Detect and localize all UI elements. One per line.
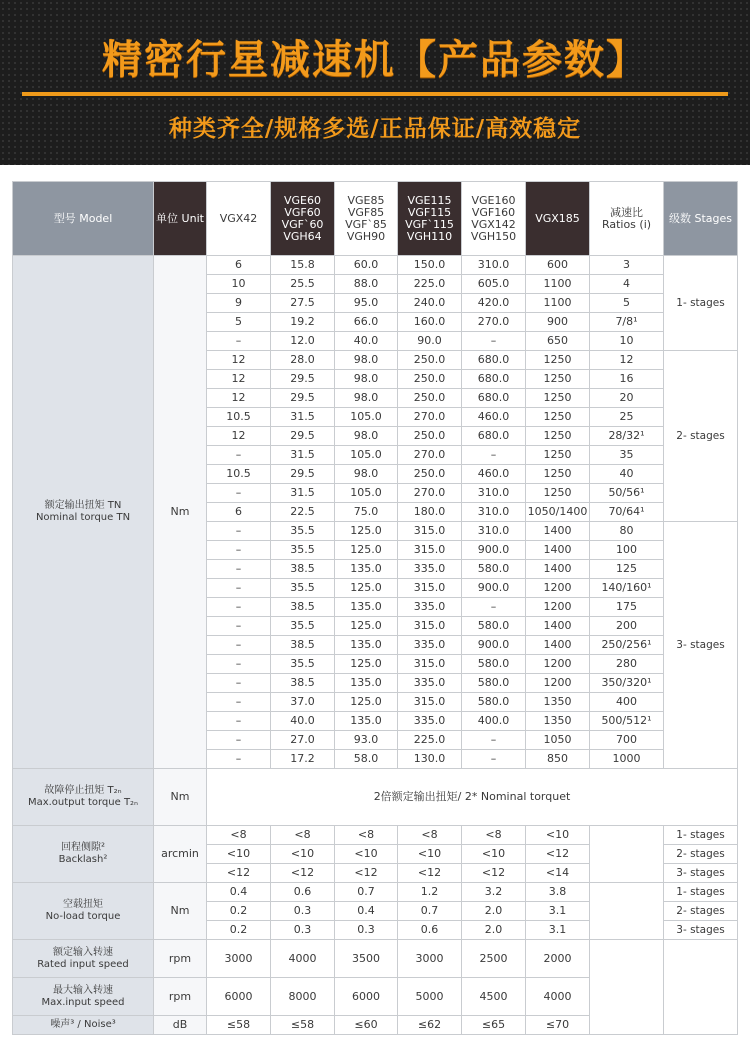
torque-cell: – (207, 731, 271, 750)
torque-cell: 22.5 (271, 503, 335, 522)
ratio-cell: 200 (590, 617, 664, 636)
table-row (13, 883, 738, 902)
torque-cell: 335.0 (398, 674, 462, 693)
noload-torque-cell: 3.1 (526, 902, 590, 921)
torque-cell: 605.0 (462, 275, 526, 294)
header-col-115: VGE115 VGF115 VGF`115 VGH110 (398, 182, 462, 256)
torque-cell: 135.0 (335, 674, 398, 693)
rated-input-speed-cell: 2000 (526, 940, 590, 978)
backlash-cell: <12 (526, 845, 590, 864)
torque-cell: 98.0 (335, 370, 398, 389)
torque-cell: 35.5 (271, 655, 335, 674)
backlash-cell: <10 (526, 826, 590, 845)
nominal-torque-label: 额定输出扭矩 TN Nominal torque TN (13, 256, 154, 769)
torque-cell: 29.5 (271, 389, 335, 408)
torque-cell: 12 (207, 370, 271, 389)
torque-cell: 60.0 (335, 256, 398, 275)
ratio-cell: 20 (590, 389, 664, 408)
torque-cell: 38.5 (271, 674, 335, 693)
torque-cell: 1100 (526, 275, 590, 294)
torque-cell: 88.0 (335, 275, 398, 294)
torque-cell: 460.0 (462, 465, 526, 484)
header-col-160: VGE160 VGF160 VGX142 VGH150 (462, 182, 526, 256)
torque-cell: – (207, 446, 271, 465)
torque-cell: 315.0 (398, 522, 462, 541)
torque-cell: – (207, 750, 271, 769)
torque-cell: 680.0 (462, 427, 526, 446)
torque-cell: 900.0 (462, 579, 526, 598)
torque-cell: 10.5 (207, 465, 271, 484)
stage-label: 2- stages (664, 351, 738, 522)
stage-label: 1- stages (664, 256, 738, 351)
backlash-cell: <12 (207, 864, 271, 883)
torque-cell: 310.0 (462, 256, 526, 275)
torque-cell: – (207, 674, 271, 693)
header-col-85: VGE85 VGF85 VGF`85 VGH90 (335, 182, 398, 256)
torque-cell: 1400 (526, 617, 590, 636)
header-unit: 单位 Unit (154, 182, 207, 256)
header-col-60: VGE60 VGF60 VGF`60 VGH64 (271, 182, 335, 256)
stage-label: 3- stages (664, 522, 738, 769)
torque-cell: 5 (207, 313, 271, 332)
banner-subtitle: 种类齐全/规格多选/正品保证/高效稳定 (168, 116, 582, 142)
torque-cell: 225.0 (398, 731, 462, 750)
torque-cell: 1400 (526, 522, 590, 541)
ratio-cell: 10 (590, 332, 664, 351)
torque-cell: 310.0 (462, 503, 526, 522)
torque-cell: 900.0 (462, 636, 526, 655)
ratio-cell: 40 (590, 465, 664, 484)
torque-cell: – (207, 560, 271, 579)
torque-cell: 1250 (526, 389, 590, 408)
torque-cell: 105.0 (335, 484, 398, 503)
noise-unit: dB (154, 1016, 207, 1035)
banner-title: 精密行星减速机【产品参数】 (102, 37, 648, 83)
max-input-speed-cell: 6000 (207, 978, 271, 1016)
noload-torque-cell: 3.2 (462, 883, 526, 902)
torque-cell: 125.0 (335, 579, 398, 598)
torque-cell: 1400 (526, 541, 590, 560)
torque-cell: 1250 (526, 427, 590, 446)
torque-cell: 270.0 (462, 313, 526, 332)
torque-cell: 98.0 (335, 389, 398, 408)
torque-cell: 315.0 (398, 617, 462, 636)
torque-cell: 17.2 (271, 750, 335, 769)
ratio-cell: 25 (590, 408, 664, 427)
stage-label: 2- stages (664, 845, 738, 864)
torque-cell: 66.0 (335, 313, 398, 332)
torque-cell: 250.0 (398, 427, 462, 446)
torque-cell: – (207, 541, 271, 560)
torque-cell: 680.0 (462, 370, 526, 389)
noise-label: 噪声³ / Noise³ (13, 1016, 154, 1035)
noload-torque-cell: 2.0 (462, 902, 526, 921)
rated-input-speed-cell: 3000 (398, 940, 462, 978)
torque-cell: 460.0 (462, 408, 526, 427)
noload-torque-cell: 0.2 (207, 921, 271, 940)
torque-cell: 35.5 (271, 522, 335, 541)
noload-torque-cell: 0.6 (271, 883, 335, 902)
torque-cell: 315.0 (398, 693, 462, 712)
torque-cell: 1250 (526, 351, 590, 370)
ratio-cell: 50/56¹ (590, 484, 664, 503)
torque-cell: – (462, 446, 526, 465)
backlash-cell: <8 (398, 826, 462, 845)
header-col-vgx185: VGX185 (526, 182, 590, 256)
noise-cell: ≤58 (207, 1016, 271, 1035)
torque-cell: 680.0 (462, 389, 526, 408)
torque-cell: 28.0 (271, 351, 335, 370)
noload-torque-cell: 0.2 (207, 902, 271, 921)
backlash-cell: <8 (462, 826, 526, 845)
ratio-cell: 7/8¹ (590, 313, 664, 332)
torque-cell: 12 (207, 351, 271, 370)
torque-cell: 1100 (526, 294, 590, 313)
backlash-cell: <8 (207, 826, 271, 845)
torque-cell: 1350 (526, 712, 590, 731)
torque-cell: – (207, 579, 271, 598)
torque-cell: 1400 (526, 560, 590, 579)
torque-cell: – (462, 750, 526, 769)
torque-cell: 9 (207, 294, 271, 313)
backlash-cell: <10 (271, 845, 335, 864)
empty-cell (590, 883, 664, 940)
backlash-unit: arcmin (154, 826, 207, 883)
torque-cell: 38.5 (271, 636, 335, 655)
backlash-cell: <8 (271, 826, 335, 845)
backlash-cell: <12 (398, 864, 462, 883)
torque-cell: 315.0 (398, 541, 462, 560)
spec-table-body (13, 256, 738, 1035)
torque-cell: 580.0 (462, 693, 526, 712)
ratio-cell: 350/320¹ (590, 674, 664, 693)
torque-cell: 98.0 (335, 351, 398, 370)
ratio-cell: 140/160¹ (590, 579, 664, 598)
backlash-cell: <12 (462, 864, 526, 883)
torque-cell: 310.0 (462, 522, 526, 541)
torque-cell: – (462, 731, 526, 750)
torque-cell: 37.0 (271, 693, 335, 712)
torque-cell: 225.0 (398, 275, 462, 294)
torque-cell: – (462, 332, 526, 351)
backlash-cell: <10 (207, 845, 271, 864)
header-row (13, 182, 738, 256)
torque-cell: 10 (207, 275, 271, 294)
max-input-speed-cell: 4000 (526, 978, 590, 1016)
torque-cell: 400.0 (462, 712, 526, 731)
ratio-cell: 70/64¹ (590, 503, 664, 522)
noload-torque-cell: 1.2 (398, 883, 462, 902)
torque-cell: 315.0 (398, 655, 462, 674)
torque-cell: – (207, 598, 271, 617)
torque-cell: 31.5 (271, 408, 335, 427)
max-output-torque-unit: Nm (154, 769, 207, 826)
noload-torque-cell: 0.4 (207, 883, 271, 902)
torque-cell: – (207, 693, 271, 712)
torque-cell: 38.5 (271, 560, 335, 579)
noload-torque-cell: 0.3 (335, 921, 398, 940)
torque-cell: 29.5 (271, 465, 335, 484)
torque-cell: 1250 (526, 370, 590, 389)
empty-cell (664, 940, 738, 1035)
ratio-cell: 28/32¹ (590, 427, 664, 446)
torque-cell: 93.0 (335, 731, 398, 750)
torque-cell: – (207, 655, 271, 674)
torque-cell: 98.0 (335, 427, 398, 446)
torque-cell: 650 (526, 332, 590, 351)
torque-cell: 160.0 (398, 313, 462, 332)
torque-cell: – (207, 617, 271, 636)
torque-cell: 29.5 (271, 427, 335, 446)
ratio-cell: 175 (590, 598, 664, 617)
torque-cell: 105.0 (335, 446, 398, 465)
torque-cell: – (207, 636, 271, 655)
torque-cell: 335.0 (398, 598, 462, 617)
torque-cell: 125.0 (335, 541, 398, 560)
torque-cell: 27.5 (271, 294, 335, 313)
stage-label: 1- stages (664, 826, 738, 845)
noload-torque-unit: Nm (154, 883, 207, 940)
torque-cell: 12 (207, 427, 271, 446)
noload-torque-cell: 0.4 (335, 902, 398, 921)
torque-cell: 250.0 (398, 370, 462, 389)
torque-cell: 420.0 (462, 294, 526, 313)
backlash-cell: <10 (335, 845, 398, 864)
max-input-speed-cell: 5000 (398, 978, 462, 1016)
torque-cell: 125.0 (335, 522, 398, 541)
torque-cell: 1050 (526, 731, 590, 750)
torque-cell: 315.0 (398, 579, 462, 598)
torque-cell: 40.0 (335, 332, 398, 351)
torque-cell: 35.5 (271, 541, 335, 560)
torque-cell: 15.8 (271, 256, 335, 275)
ratio-cell: 80 (590, 522, 664, 541)
max-input-speed-cell: 4500 (462, 978, 526, 1016)
ratio-cell: 16 (590, 370, 664, 389)
torque-cell: 1250 (526, 484, 590, 503)
torque-cell: 1200 (526, 579, 590, 598)
rated-input-speed-unit: rpm (154, 940, 207, 978)
stage-label: 3- stages (664, 864, 738, 883)
torque-cell: 125.0 (335, 655, 398, 674)
torque-cell: 310.0 (462, 484, 526, 503)
table-row (13, 940, 738, 978)
backlash-cell: <12 (271, 864, 335, 883)
torque-cell: 270.0 (398, 446, 462, 465)
noload-torque-cell: 0.7 (335, 883, 398, 902)
ratio-cell: 280 (590, 655, 664, 674)
backlash-cell: <12 (335, 864, 398, 883)
rated-input-speed-label: 额定输入转速 Rated input speed (13, 940, 154, 978)
max-input-speed-cell: 8000 (271, 978, 335, 1016)
noise-cell: ≤70 (526, 1016, 590, 1035)
torque-cell: 1050/1400 (526, 503, 590, 522)
torque-cell: 135.0 (335, 636, 398, 655)
ratio-cell: 35 (590, 446, 664, 465)
torque-cell: 19.2 (271, 313, 335, 332)
torque-cell: 125.0 (335, 617, 398, 636)
torque-cell: 125.0 (335, 693, 398, 712)
torque-cell: 900 (526, 313, 590, 332)
max-input-speed-unit: rpm (154, 978, 207, 1016)
noload-torque-cell: 3.8 (526, 883, 590, 902)
torque-cell: 1200 (526, 655, 590, 674)
noise-cell: ≤60 (335, 1016, 398, 1035)
torque-cell: 29.5 (271, 370, 335, 389)
noload-torque-cell: 0.7 (398, 902, 462, 921)
max-output-torque-label: 故障停止扭矩 T₂ₙ Max.output torque T₂ₙ (13, 769, 154, 826)
ratio-cell: 3 (590, 256, 664, 275)
torque-cell: 1250 (526, 408, 590, 427)
torque-cell: 105.0 (335, 408, 398, 427)
torque-cell: 12.0 (271, 332, 335, 351)
torque-cell: 90.0 (398, 332, 462, 351)
header-stages: 级数 Stages (664, 182, 738, 256)
max-input-speed-cell: 6000 (335, 978, 398, 1016)
torque-cell: – (207, 522, 271, 541)
empty-cell (590, 826, 664, 883)
rated-input-speed-cell: 4000 (271, 940, 335, 978)
table-row (13, 769, 738, 826)
header-model: 型号 Model (13, 182, 154, 256)
empty-cell (590, 940, 664, 1035)
noload-torque-cell: 3.1 (526, 921, 590, 940)
torque-cell: 335.0 (398, 560, 462, 579)
torque-cell: 270.0 (398, 484, 462, 503)
noload-torque-label: 空载扭矩 No-load torque (13, 883, 154, 940)
torque-cell: 1400 (526, 636, 590, 655)
noise-cell: ≤65 (462, 1016, 526, 1035)
torque-cell: 75.0 (335, 503, 398, 522)
torque-cell: 250.0 (398, 465, 462, 484)
backlash-cell: <10 (398, 845, 462, 864)
torque-cell: 580.0 (462, 674, 526, 693)
banner-divider (22, 92, 728, 96)
noise-cell: ≤62 (398, 1016, 462, 1035)
torque-cell: 580.0 (462, 655, 526, 674)
header-col-vgx42: VGX42 (207, 182, 271, 256)
torque-cell: 38.5 (271, 598, 335, 617)
torque-cell: 135.0 (335, 560, 398, 579)
torque-cell: 1200 (526, 598, 590, 617)
torque-cell: 6 (207, 503, 271, 522)
torque-cell: 600 (526, 256, 590, 275)
torque-cell: 31.5 (271, 446, 335, 465)
torque-cell: 1250 (526, 465, 590, 484)
ratio-cell: 12 (590, 351, 664, 370)
torque-cell: 900.0 (462, 541, 526, 560)
ratio-cell: 1000 (590, 750, 664, 769)
torque-cell: 31.5 (271, 484, 335, 503)
max-input-speed-label: 最大输入转速 Max.input speed (13, 978, 154, 1016)
torque-cell: 135.0 (335, 598, 398, 617)
torque-cell: 135.0 (335, 712, 398, 731)
torque-cell: – (207, 712, 271, 731)
torque-cell: 35.5 (271, 579, 335, 598)
noise-cell: ≤58 (271, 1016, 335, 1035)
ratio-cell: 100 (590, 541, 664, 560)
torque-cell: 270.0 (398, 408, 462, 427)
stage-label: 3- stages (664, 921, 738, 940)
ratio-cell: 4 (590, 275, 664, 294)
noload-torque-cell: 2.0 (462, 921, 526, 940)
nominal-torque-unit: Nm (154, 256, 207, 769)
backlash-label: 回程侧隙² Backlash² (13, 826, 154, 883)
torque-cell: 680.0 (462, 351, 526, 370)
torque-cell: – (207, 332, 271, 351)
stage-label: 1- stages (664, 883, 738, 902)
backlash-cell: <8 (335, 826, 398, 845)
torque-cell: 40.0 (271, 712, 335, 731)
torque-cell: 95.0 (335, 294, 398, 313)
torque-cell: 850 (526, 750, 590, 769)
ratio-cell: 500/512¹ (590, 712, 664, 731)
torque-cell: 335.0 (398, 636, 462, 655)
torque-cell: 58.0 (335, 750, 398, 769)
torque-cell: 35.5 (271, 617, 335, 636)
torque-cell: 150.0 (398, 256, 462, 275)
spec-table (12, 181, 738, 1035)
noload-torque-cell: 0.3 (271, 902, 335, 921)
torque-cell: – (207, 484, 271, 503)
table-row (13, 826, 738, 845)
rated-input-speed-cell: 3000 (207, 940, 271, 978)
ratio-cell: 250/256¹ (590, 636, 664, 655)
torque-cell: 1200 (526, 674, 590, 693)
rated-input-speed-cell: 2500 (462, 940, 526, 978)
ratio-cell: 5 (590, 294, 664, 313)
torque-cell: 25.5 (271, 275, 335, 294)
torque-cell: 250.0 (398, 389, 462, 408)
torque-cell: 1250 (526, 446, 590, 465)
header-banner (0, 0, 750, 165)
stage-label: 2- stages (664, 902, 738, 921)
torque-cell: 1350 (526, 693, 590, 712)
torque-cell: 240.0 (398, 294, 462, 313)
torque-cell: 27.0 (271, 731, 335, 750)
torque-cell: 98.0 (335, 465, 398, 484)
torque-cell: – (462, 598, 526, 617)
noload-torque-cell: 0.6 (398, 921, 462, 940)
torque-cell: 180.0 (398, 503, 462, 522)
backlash-cell: <14 (526, 864, 590, 883)
torque-cell: 335.0 (398, 712, 462, 731)
torque-cell: 12 (207, 389, 271, 408)
torque-cell: 6 (207, 256, 271, 275)
ratio-cell: 700 (590, 731, 664, 750)
rated-input-speed-cell: 3500 (335, 940, 398, 978)
max-output-torque-value: 2倍额定输出扭矩/ 2* Nominal torquet (207, 769, 738, 826)
torque-cell: 10.5 (207, 408, 271, 427)
noload-torque-cell: 0.3 (271, 921, 335, 940)
header-ratios: 减速比 Ratios (i) (590, 182, 664, 256)
backlash-cell: <10 (462, 845, 526, 864)
ratio-cell: 400 (590, 693, 664, 712)
table-row (13, 256, 738, 275)
torque-cell: 580.0 (462, 617, 526, 636)
ratio-cell: 125 (590, 560, 664, 579)
torque-cell: 580.0 (462, 560, 526, 579)
torque-cell: 130.0 (398, 750, 462, 769)
torque-cell: 250.0 (398, 351, 462, 370)
